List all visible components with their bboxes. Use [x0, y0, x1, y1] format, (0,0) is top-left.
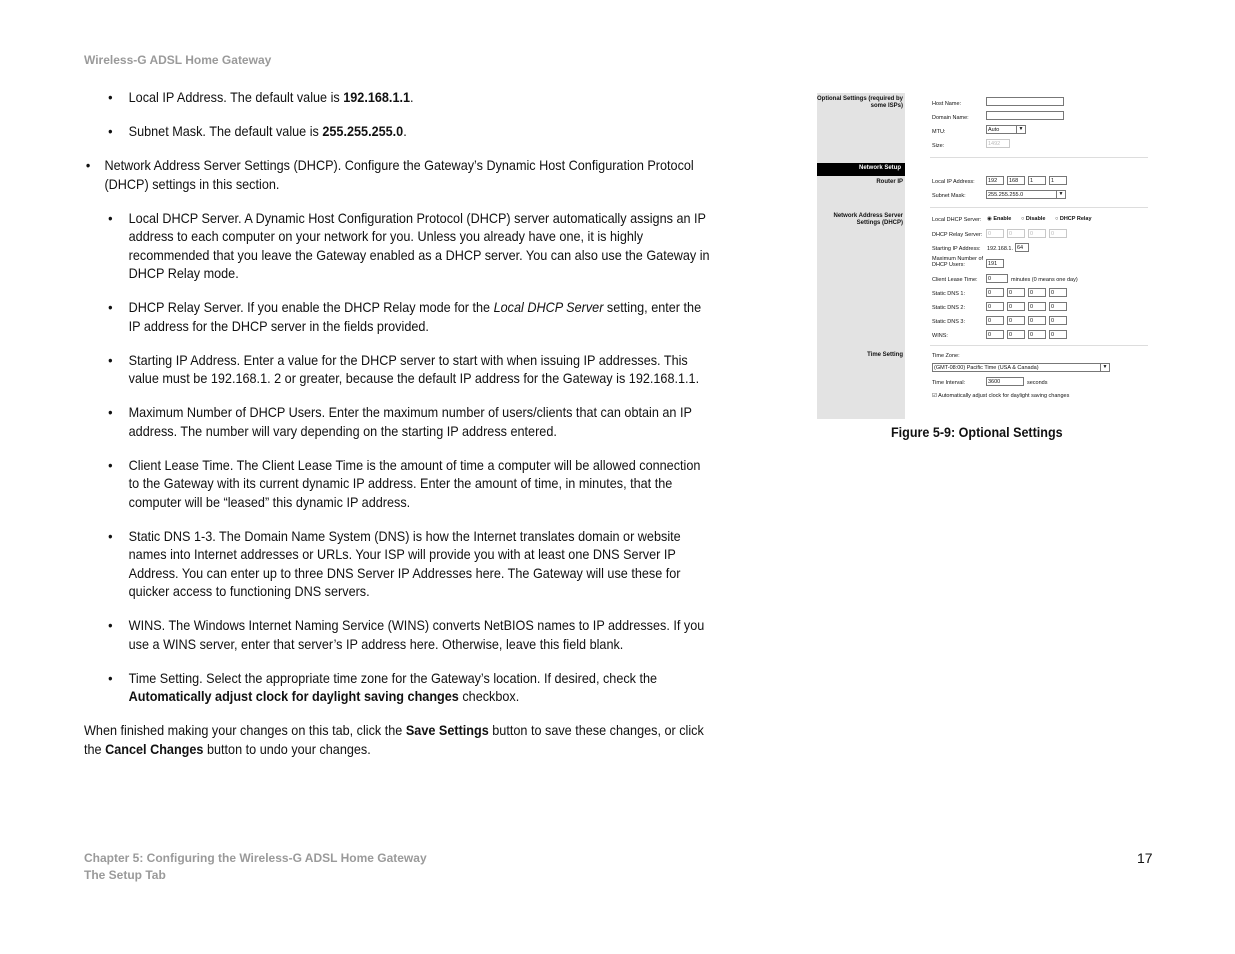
lease-time-input[interactable]: 0 — [986, 274, 1008, 283]
radio-disable[interactable]: ○ Disable — [1021, 216, 1046, 222]
figure-sidebar — [817, 93, 905, 419]
label-time-interval: Time Interval: — [932, 380, 966, 386]
bullet-dns: • Static DNS 1-3. The Domain Name System (DNS) is how the Internet translates domain or website names into Internet addresses or URLs. Your ISP will provide you with at least one DNS Server IP Address. You can enter up to three DNS Server IP Addresses here. The Gateway will use these for quicker access to functioning DNS servers. — [108, 528, 681, 599]
chevron-down-icon: ▼ — [1016, 126, 1025, 133]
label-time-zone: Time Zone: — [932, 353, 960, 359]
running-header: Wireless-G ADSL Home Gateway — [84, 53, 272, 67]
label-starting-ip: Starting IP Address: — [932, 246, 981, 252]
dst-checkbox[interactable]: ☑ Automatically adjust clock for daylight saving changes — [932, 393, 1070, 399]
bullet-dot: • — [108, 124, 113, 139]
section-router-ip: Router IP — [876, 179, 903, 185]
footer-section: The Setup Tab — [84, 867, 166, 882]
bullet-dot: • — [108, 300, 113, 315]
dns2-octet-2[interactable]: 0 — [1007, 302, 1025, 311]
relay-octet-4[interactable]: 0 — [1049, 229, 1067, 238]
bullet-dot: • — [108, 528, 113, 544]
host-name-input[interactable] — [986, 97, 1064, 106]
wins-octet-1[interactable]: 0 — [986, 330, 1004, 339]
wins-octet-2[interactable]: 0 — [1007, 330, 1025, 339]
label-wins: WINS: — [932, 333, 948, 339]
dns3-octet-4[interactable]: 0 — [1049, 316, 1067, 325]
closing-paragraph: When finished making your changes on this tab, click the Save Settings button to save these changes, or click the Cancel Changes button to undo your changes. — [84, 723, 704, 757]
label-dns3: Static DNS 3: — [932, 319, 966, 325]
label-max-users: Maximum Number of DHCP Users: — [932, 256, 984, 268]
bullet-relay: • DHCP Relay Server. If you enable the DHCP Relay mode for the Local DHCP Server setting, enter the IP address for the DHCP server in the fields provided. — [108, 300, 702, 334]
network-setup-bar: Network Setup — [817, 163, 905, 176]
bullet-dot: • — [85, 158, 91, 173]
bullet-dot: • — [108, 405, 113, 420]
footer-chapter: Chapter 5: Configuring the Wireless-G ADSL Home Gateway — [84, 851, 427, 865]
section-time: Time Setting — [867, 352, 903, 358]
label-host-name: Host Name: — [932, 101, 962, 107]
local-ip-octet-4[interactable]: 1 — [1049, 176, 1067, 185]
starting-ip-input[interactable]: 64 — [1015, 243, 1029, 252]
divider — [930, 207, 1148, 208]
label-local-dhcp: Local DHCP Server: — [932, 217, 982, 223]
checkbox-checked-icon: ☑ — [932, 393, 937, 399]
dns1-octet-3[interactable]: 0 — [1028, 288, 1046, 297]
dns2-octet-4[interactable]: 0 — [1049, 302, 1067, 311]
lease-time-note: minutes (0 means one day) — [1011, 277, 1078, 283]
body-text — [84, 89, 713, 759]
mtu-select[interactable]: Auto ▼ — [986, 125, 1026, 134]
subnet-mask-select[interactable]: 255.255.255.0 ▼ — [986, 190, 1066, 199]
label-size: Size: — [932, 143, 945, 149]
label-mtu: MTU: — [932, 129, 946, 135]
bullet-time: • Time Setting. Select the appropriate time zone for the Gateway’s location. If desired, check the Automatically adjust clock for daylight saving changes checkbox. — [108, 670, 658, 704]
time-zone-select[interactable]: (GMT-08:00) Pacific Time (USA & Canada) ▼ — [932, 363, 1110, 372]
chevron-down-icon: ▼ — [1100, 364, 1109, 371]
bullet-subnet-mask: • Subnet Mask. The default value is 255.255.255.0. — [84, 123, 713, 142]
label-dns2: Static DNS 2: — [932, 305, 966, 311]
size-input[interactable]: 1492 — [986, 139, 1010, 148]
max-users-input[interactable]: 191 — [986, 259, 1004, 268]
bullet-start-ip: • Starting IP Address. Enter a value for the DHCP server to start with when issuing IP addresses. This value must be 192.168.1. 2 or greater, because the default IP address for the Gateway is 192.168.1.1. — [108, 352, 700, 386]
bullet-dot: • — [108, 618, 113, 633]
dns1-octet-4[interactable]: 0 — [1049, 288, 1067, 297]
local-ip-octet-2[interactable]: 168 — [1007, 176, 1025, 185]
radio-dhcp-relay[interactable]: ○ DHCP Relay — [1055, 216, 1092, 222]
label-local-ip: Local IP Address: — [932, 179, 975, 185]
domain-name-input[interactable] — [986, 111, 1064, 120]
local-ip-octet-3[interactable]: 1 — [1028, 176, 1046, 185]
divider — [930, 345, 1148, 346]
chevron-down-icon: ▼ — [1056, 191, 1065, 198]
label-subnet-mask: Subnet Mask: — [932, 193, 966, 199]
dns1-octet-1[interactable]: 0 — [986, 288, 1004, 297]
page-number: 17 — [1137, 850, 1153, 866]
section-nas: Network Address Server Settings (DHCP) — [833, 213, 903, 226]
bullet-local-dhcp: • Local DHCP Server. A Dynamic Host Configuration Protocol (DHCP) server automatically assigns an IP address to each computer on your network for you. Unless you already have one, it is highly recommended that you leave the Gateway enabled as a DHCP server. You can also use the Gateway in DHCP Relay mode. — [108, 210, 710, 281]
dns3-octet-2[interactable]: 0 — [1007, 316, 1025, 325]
bullet-local-ip: • Local IP Address. The default value is 192.168.1.1. — [84, 89, 713, 108]
figure-caption: Figure 5-9: Optional Settings — [891, 425, 1063, 440]
relay-octet-2[interactable]: 0 — [1007, 229, 1025, 238]
bullet-dot: • — [108, 90, 113, 105]
label-domain-name: Domain Name: — [932, 115, 969, 121]
bullet-lease: • Client Lease Time. The Client Lease Time is the amount of time a computer will be allowed connection to the Gateway with its current dynamic IP address. Enter the amount of time, in minutes, that the computer will be “leased” this dynamic IP address. — [108, 457, 701, 510]
bullet-max-users: • Maximum Number of DHCP Users. Enter the maximum number of users/clients that can obtain an IP address. The number will vary depending on the starting IP address entered. — [108, 405, 692, 439]
running-footer — [84, 850, 427, 883]
label-relay-server: DHCP Relay Server: — [932, 232, 983, 238]
dns1-octet-2[interactable]: 0 — [1007, 288, 1025, 297]
label-lease-time: Client Lease Time: — [932, 277, 978, 283]
optional-settings-figure — [817, 93, 1148, 419]
bullet-dot: • — [108, 457, 113, 473]
dns3-octet-3[interactable]: 0 — [1028, 316, 1046, 325]
divider — [930, 157, 1148, 158]
bullet-nas: • Network Address Server Settings (DHCP). Configure the Gateway’s Dynamic Host Configuration Protocol (DHCP) settings in this section. — [85, 158, 694, 192]
bullet-dot: • — [108, 670, 113, 686]
wins-octet-3[interactable]: 0 — [1028, 330, 1046, 339]
time-interval-unit: seconds — [1027, 380, 1048, 386]
starting-ip-prefix: 192.168.1. — [987, 246, 1013, 252]
section-optional: Optional Settings (required by some ISPs) — [817, 96, 904, 109]
bullet-wins: • WINS. The Windows Internet Naming Service (WINS) converts NetBIOS names to IP addresses. If you use a WINS server, enter that server’s IP address here. Otherwise, leave this field blank. — [108, 618, 705, 652]
label-dns1: Static DNS 1: — [932, 291, 966, 297]
dns2-octet-3[interactable]: 0 — [1028, 302, 1046, 311]
bullet-dot: • — [108, 352, 113, 368]
dns3-octet-1[interactable]: 0 — [986, 316, 1004, 325]
dns2-octet-1[interactable]: 0 — [986, 302, 1004, 311]
bullet-dot: • — [108, 210, 113, 226]
radio-enable[interactable]: ◉ Enable — [987, 216, 1012, 222]
time-interval-input[interactable]: 3600 — [986, 377, 1024, 386]
wins-octet-4[interactable]: 0 — [1049, 330, 1067, 339]
relay-octet-3[interactable]: 0 — [1028, 229, 1046, 238]
local-ip-octet-1[interactable]: 192 — [986, 176, 1004, 185]
relay-octet-1[interactable]: 0 — [986, 229, 1004, 238]
